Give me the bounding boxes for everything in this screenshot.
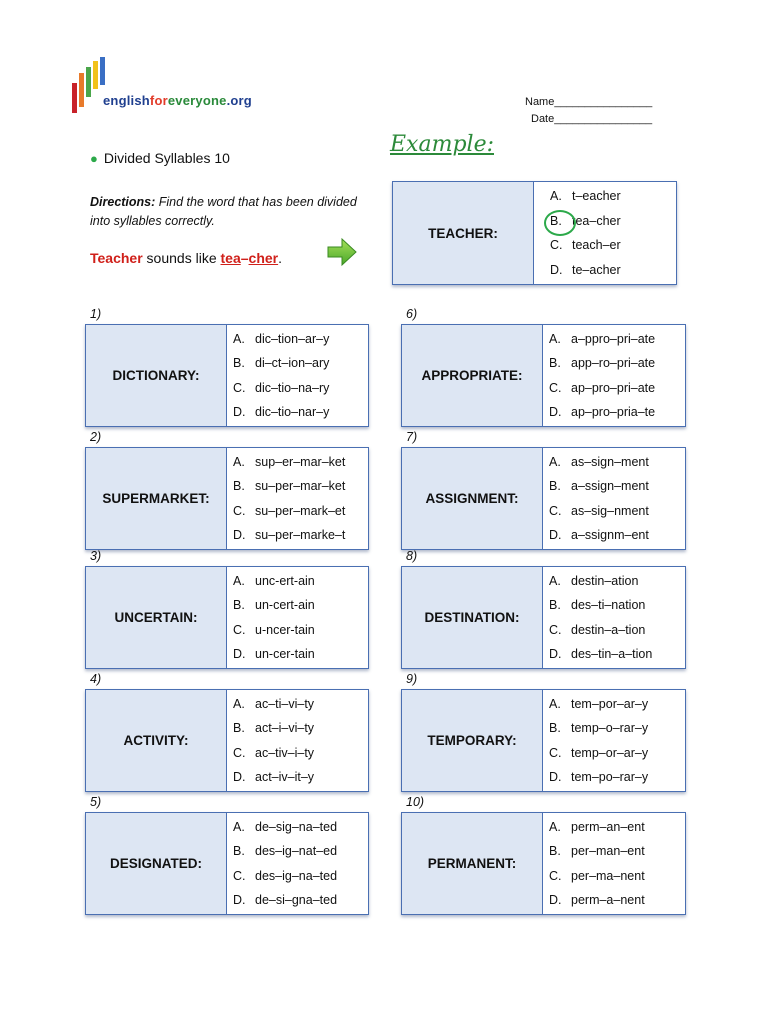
answer-option-b[interactable]	[233, 356, 368, 370]
question-number: 2)	[90, 430, 102, 444]
option-text: des–ig–nat–ed	[255, 844, 338, 859]
option-text: as–sign–ment	[571, 455, 649, 470]
answer-option-a[interactable]	[549, 455, 685, 469]
example-options	[534, 182, 676, 284]
answer-option-c[interactable]	[549, 504, 685, 518]
option-text: sup–er–mar–ket	[255, 455, 346, 470]
answer-options	[227, 813, 368, 914]
answer-option-a[interactable]	[549, 820, 685, 834]
question-box	[85, 566, 369, 669]
answer-option-b[interactable]	[233, 598, 368, 612]
question-word: ASSIGNMENT:	[402, 448, 543, 549]
answer-options	[543, 813, 685, 914]
question-word: DESTINATION:	[402, 567, 543, 668]
option-letter: A.	[233, 455, 245, 470]
answer-option-d[interactable]	[233, 893, 368, 907]
name-field[interactable]: Name________________	[525, 96, 653, 108]
question-box	[85, 689, 369, 792]
answer-option-d[interactable]	[549, 647, 685, 661]
bullet-icon: ●	[90, 151, 98, 166]
question-number: 9)	[406, 672, 418, 686]
option-letter: B.	[549, 721, 561, 736]
question-word: ACTIVITY:	[86, 690, 227, 791]
question-box	[401, 566, 686, 669]
answer-option-b[interactable]	[549, 844, 685, 858]
option-text: un-cert-ain	[255, 598, 315, 613]
option-letter: B.	[233, 721, 245, 736]
option-text: su–per–mark–et	[255, 503, 346, 518]
option-letter: C.	[233, 868, 246, 883]
question-number: 5)	[90, 795, 102, 809]
option-text: ac–ti–vi–ty	[255, 697, 315, 712]
question-box	[85, 812, 369, 915]
example-option-b[interactable]: B. tea–cher	[550, 214, 676, 228]
question-number: 8)	[406, 549, 418, 563]
option-text: de–si–gna–ted	[255, 892, 338, 907]
example-word: TEACHER:	[393, 182, 534, 284]
option-text: perm–a–nent	[571, 892, 645, 907]
answer-option-c[interactable]	[233, 504, 368, 518]
question-number: 3)	[90, 549, 102, 563]
option-text: temp–o–rar–y	[571, 721, 649, 736]
option-letter: C.	[233, 503, 246, 518]
option-text: ac–tiv–i–ty	[255, 745, 315, 760]
option-text: as–sig–nment	[571, 503, 649, 518]
question-number: 6)	[406, 307, 418, 321]
option-text: ap–pro–pria–te	[571, 404, 656, 419]
option-letter: B.	[549, 844, 561, 859]
option-text: a–ssignm–ent	[571, 527, 649, 542]
answer-option-d[interactable]	[549, 405, 685, 419]
answer-option-c[interactable]	[549, 869, 685, 883]
worksheet-title: ● Divided Syllables 10	[90, 150, 230, 166]
answer-option-b[interactable]	[549, 479, 685, 493]
option-letter: D.	[233, 527, 246, 542]
answer-option-a[interactable]	[233, 455, 368, 469]
option-text: su–per–mar–ket	[255, 479, 346, 494]
question-word: DESIGNATED:	[86, 813, 227, 914]
answer-option-b[interactable]	[549, 721, 685, 735]
answer-option-b[interactable]	[233, 844, 368, 858]
question-number: 1)	[90, 307, 102, 321]
option-text: tem–po–rar–y	[571, 769, 649, 784]
option-letter: D.	[549, 404, 562, 419]
option-letter: D.	[549, 892, 562, 907]
answer-options	[543, 690, 685, 791]
answer-option-a[interactable]	[549, 332, 685, 346]
answer-option-d[interactable]	[549, 893, 685, 907]
question-box	[85, 324, 369, 427]
option-text: a–ssign–ment	[571, 479, 649, 494]
directions: Directions: Find the word that has been divided into syllables correctly.	[90, 195, 357, 228]
option-letter: A.	[233, 574, 245, 589]
answer-options	[227, 690, 368, 791]
option-text: un-cer-tain	[255, 646, 315, 661]
question-number: 10)	[406, 795, 425, 809]
site-logo-text: englishforeveryone.org	[103, 93, 252, 108]
answer-options	[227, 567, 368, 668]
question-box	[401, 812, 686, 915]
option-text: de–sig–na–ted	[255, 820, 338, 835]
answer-option-d[interactable]	[549, 528, 685, 542]
option-text: per–man–ent	[571, 844, 645, 859]
option-letter: C.	[549, 868, 562, 883]
option-text: act–i–vi–ty	[255, 721, 315, 736]
question-box	[401, 324, 686, 427]
question-number: 4)	[90, 672, 102, 686]
option-text: unc-ert-ain	[255, 574, 315, 589]
option-text: destin–ation	[571, 574, 639, 589]
option-letter: A.	[549, 455, 561, 470]
option-letter: C.	[233, 380, 246, 395]
option-letter: A.	[233, 820, 245, 835]
option-letter: B.	[233, 598, 245, 613]
option-letter: D.	[233, 646, 246, 661]
answer-option-d[interactable]	[233, 405, 368, 419]
option-letter: D.	[549, 527, 562, 542]
answer-option-b[interactable]	[549, 356, 685, 370]
option-letter: D.	[233, 892, 246, 907]
option-text: dic–tion–ar–y	[255, 332, 330, 347]
option-text: dic–tio–nar–y	[255, 404, 330, 419]
question-box	[401, 689, 686, 792]
answer-option-c[interactable]	[233, 869, 368, 883]
answer-options	[227, 448, 368, 549]
answer-option-d[interactable]	[549, 770, 685, 784]
answer-option-c[interactable]	[233, 746, 368, 760]
answer-option-d[interactable]	[233, 528, 368, 542]
question-word: SUPERMARKET:	[86, 448, 227, 549]
option-letter: A.	[549, 574, 561, 589]
question-word: APPROPRIATE:	[402, 325, 543, 426]
option-letter: B.	[233, 844, 245, 859]
question-box	[401, 447, 686, 550]
option-text: destin–a–tion	[571, 622, 646, 637]
option-letter: C.	[549, 622, 562, 637]
option-letter: C.	[233, 745, 246, 760]
answer-option-a[interactable]	[549, 574, 685, 588]
option-text: tem–por–ar–y	[571, 697, 649, 712]
option-letter: B.	[549, 598, 561, 613]
option-text: di–ct–ion–ary	[255, 356, 330, 371]
question-word: DICTIONARY:	[86, 325, 227, 426]
option-letter: A.	[549, 332, 561, 347]
answer-option-a[interactable]	[233, 820, 368, 834]
option-letter: B.	[549, 356, 561, 371]
option-text: perm–an–ent	[571, 820, 645, 835]
option-text: des–ti–nation	[571, 598, 646, 613]
answer-options	[543, 448, 685, 549]
option-letter: A.	[549, 697, 561, 712]
option-letter: C.	[233, 622, 246, 637]
arrow-right-icon	[325, 235, 359, 269]
answer-option-c[interactable]	[549, 623, 685, 637]
option-letter: A.	[233, 332, 245, 347]
answer-option-b[interactable]	[233, 721, 368, 735]
option-text: act–iv–it–y	[255, 769, 315, 784]
option-letter: C.	[549, 503, 562, 518]
option-text: ap–pro–pri–ate	[571, 380, 656, 395]
option-letter: D.	[233, 769, 246, 784]
option-letter: B.	[233, 479, 245, 494]
option-letter: C.	[549, 380, 562, 395]
selected-answer-circle	[544, 210, 576, 236]
answer-options	[227, 325, 368, 426]
example-option-d[interactable]: D. te–acher	[550, 262, 621, 277]
example-option-c[interactable]: C. teach–er	[550, 238, 621, 253]
question-number: 7)	[406, 430, 418, 444]
option-text: a–ppro–pri–ate	[571, 332, 656, 347]
answer-options	[543, 325, 685, 426]
option-letter: C.	[549, 745, 562, 760]
question-word: UNCERTAIN:	[86, 567, 227, 668]
option-text: app–ro–pri–ate	[571, 356, 656, 371]
sounds-like-line: Teacher sounds like tea–cher.	[90, 250, 282, 266]
option-letter: A.	[233, 697, 245, 712]
answer-option-b[interactable]	[549, 598, 685, 612]
option-letter: A.	[549, 820, 561, 835]
example-box	[392, 181, 677, 285]
option-text: des–ig–na–ted	[255, 868, 338, 883]
answer-option-c[interactable]	[549, 381, 685, 395]
option-letter: D.	[549, 769, 562, 784]
option-letter: B.	[549, 479, 561, 494]
option-letter: B.	[233, 356, 245, 371]
example-label: Example:	[390, 132, 494, 157]
option-text: u-ncer-tain	[255, 622, 315, 637]
option-text: temp–or–ar–y	[571, 745, 649, 760]
answer-option-b[interactable]	[233, 479, 368, 493]
option-text: su–per–marke–t	[255, 527, 346, 542]
answer-option-a[interactable]	[233, 332, 368, 346]
option-letter: D.	[549, 646, 562, 661]
answer-option-c[interactable]	[233, 623, 368, 637]
example-option-a[interactable]: A. t–eacher	[550, 189, 621, 204]
option-text: des–tin–a–tion	[571, 646, 653, 661]
option-text: dic–tio–na–ry	[255, 380, 330, 395]
answer-option-a[interactable]	[233, 574, 368, 588]
answer-option-a[interactable]	[549, 697, 685, 711]
answer-option-a[interactable]	[233, 697, 368, 711]
answer-option-c[interactable]	[233, 381, 368, 395]
option-letter: D.	[233, 404, 246, 419]
date-field[interactable]: Date________________	[531, 113, 653, 125]
answer-option-d[interactable]	[233, 770, 368, 784]
question-box	[85, 447, 369, 550]
answer-option-d[interactable]	[233, 647, 368, 661]
answer-option-c[interactable]	[549, 746, 685, 760]
question-word: TEMPORARY:	[402, 690, 543, 791]
answer-options	[543, 567, 685, 668]
option-text: per–ma–nent	[571, 868, 645, 883]
question-word: PERMANENT:	[402, 813, 543, 914]
